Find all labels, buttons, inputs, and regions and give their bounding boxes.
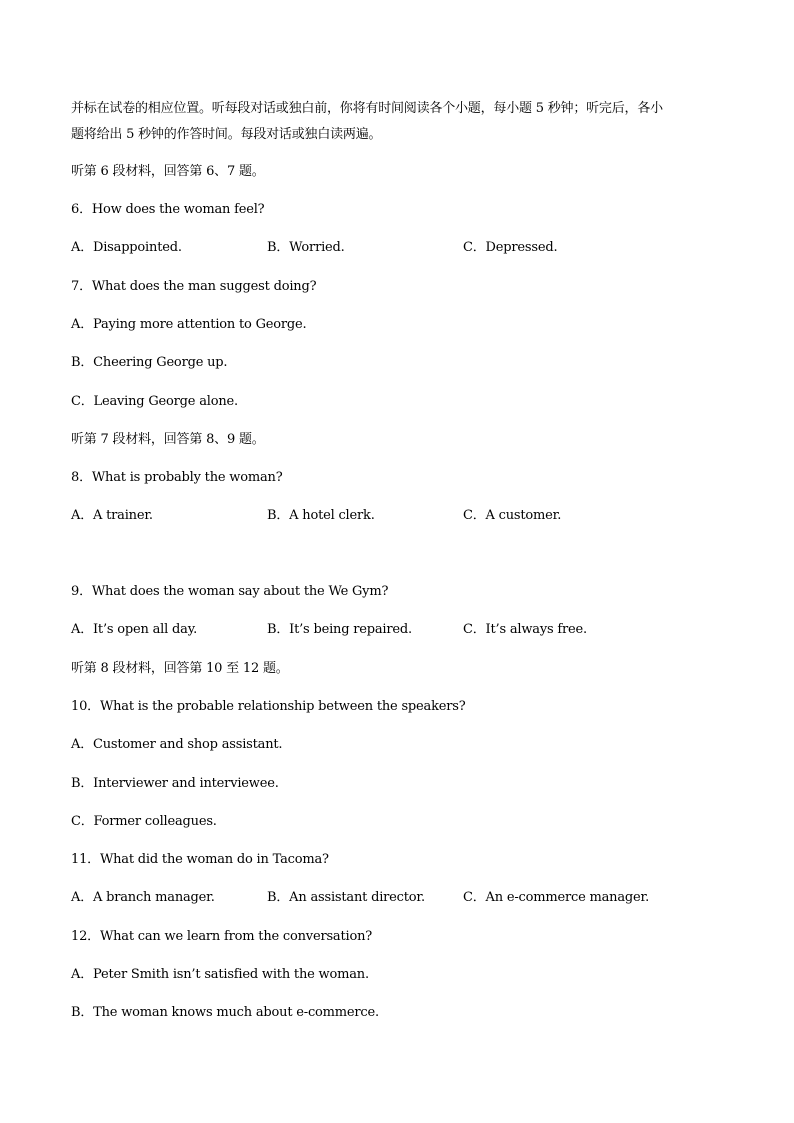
question-6-option-c: C．Depressed. [463, 240, 558, 255]
question-11-option-a: A．A branch manager. [71, 890, 215, 905]
question-7-option-c: C．Leaving George alone. [71, 394, 238, 409]
question-6-stem: 6．How does the woman feel? [71, 202, 265, 217]
section-6-heading: 听第 6 段材料，回答第 6、7 题。 [71, 164, 265, 179]
question-9-option-a: A．It’s open all day. [71, 622, 198, 637]
question-7-option-b: B．Cheering George up. [71, 355, 228, 370]
question-8-stem: 8．What is probably the woman? [71, 470, 283, 485]
question-8-option-b: B．A hotel clerk. [267, 508, 375, 523]
question-11-option-b: B．An assistant director. [267, 890, 425, 905]
question-9-options [71, 620, 721, 640]
question-9-option-b: B．It’s being repaired. [267, 622, 412, 637]
question-11-option-c: C．An e-commerce manager. [463, 890, 650, 905]
instructions-line-1: 并标在试卷的相应位置。听每段对话或独白前，你将有时间阅读各个小题，每小题 5 秒钟；听完后，各小 [71, 101, 663, 116]
question-9-stem: 9．What does the woman say about the We Gym? [71, 584, 389, 599]
question-11-stem: 11．What did the woman do in Tacoma? [71, 852, 329, 867]
section-7-heading: 听第 7 段材料，回答第 8、9 题。 [71, 432, 265, 447]
question-7-option-a: A．Paying more attention to George. [71, 317, 307, 332]
question-10-option-b: B．Interviewer and interviewee. [71, 776, 279, 791]
question-12-stem: 12．What can we learn from the conversation? [71, 929, 373, 944]
question-6-option-a: A．Disappointed. [71, 240, 182, 255]
question-9-option-c: C．It’s always free. [463, 622, 587, 637]
question-10-stem: 10．What is the probable relationship between the speakers? [71, 699, 466, 714]
question-8-option-a: A．A trainer. [71, 508, 153, 523]
question-6-option-b: B．Worried. [267, 240, 345, 255]
question-12-option-a: A．Peter Smith isn’t satisfied with the woman. [71, 967, 369, 982]
question-12-option-b: B．The woman knows much about e-commerce. [71, 1005, 379, 1020]
section-8-heading: 听第 8 段材料，回答第 10 至 12 题。 [71, 661, 289, 676]
question-7-stem: 7．What does the man suggest doing? [71, 279, 317, 294]
question-10-option-c: C．Former colleagues. [71, 814, 217, 829]
question-6-options [71, 238, 721, 258]
instructions-line-2: 题将给出 5 秒钟的作答时间。每段对话或独白读两遍。 [71, 127, 382, 142]
question-10-option-a: A．Customer and shop assistant. [71, 737, 283, 752]
question-8-options [71, 506, 721, 526]
question-8-option-c: C．A customer. [463, 508, 562, 523]
question-11-options [71, 888, 721, 908]
